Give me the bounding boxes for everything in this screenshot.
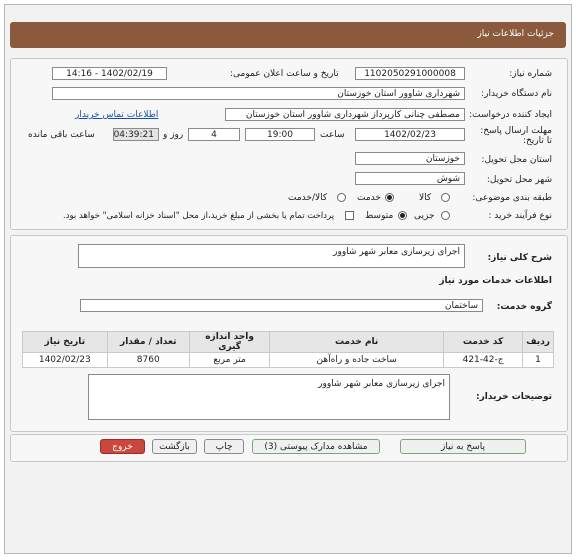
treasury-payment-note: پرداخت تمام یا بخشی از مبلغ خرید،از محل "اسناد خزانه اسلامی" خواهد بود. bbox=[63, 211, 335, 221]
col-date-header: تاریخ نیاز bbox=[23, 332, 108, 353]
buyer-org-label: نام دستگاه خریدار: bbox=[481, 89, 552, 99]
exit-button[interactable]: خروج bbox=[100, 439, 145, 454]
province-field: خوزستان bbox=[355, 152, 465, 165]
cell-date: 1402/02/23 bbox=[23, 353, 108, 368]
buyer-org-field: شهرداری شاوور استان خوزستان bbox=[52, 87, 465, 100]
purchase-medium-radio[interactable] bbox=[398, 211, 407, 220]
cell-qty: 8760 bbox=[107, 353, 189, 368]
contact-info-link[interactable]: اطلاعات تماس خریدار bbox=[75, 110, 159, 120]
need-number-field: 1102050291000008 bbox=[355, 67, 465, 80]
category-both-radio[interactable] bbox=[337, 193, 346, 202]
category-service-label: خدمت bbox=[357, 193, 381, 203]
services-title: اطلاعات خدمات مورد نیاز bbox=[439, 276, 552, 286]
col-code-header: کد خدمت bbox=[444, 332, 523, 353]
buyer-notes-field: اجرای زیرسازی معابر شهر شاوور bbox=[88, 374, 450, 420]
days-label: روز و bbox=[163, 130, 184, 140]
creator-label: ایجاد کننده درخواست: bbox=[469, 110, 552, 120]
table-row bbox=[23, 353, 554, 368]
col-name-header: نام خدمت bbox=[270, 332, 444, 353]
category-goods-radio[interactable] bbox=[441, 193, 450, 202]
print-button[interactable]: چاپ bbox=[204, 439, 244, 454]
summary-field: اجرای زیرسازی معابر شهر شاوور bbox=[78, 244, 465, 268]
announce-label: تاریخ و ساعت اعلان عمومی: bbox=[230, 69, 339, 79]
cell-name: ساخت جاده و راه‌آهن bbox=[270, 353, 444, 368]
hour-label: ساعت bbox=[320, 130, 345, 140]
deadline-hour-field: 19:00 bbox=[245, 128, 315, 141]
buyer-notes-label: توضیحات خریدار: bbox=[476, 392, 552, 402]
attachments-button[interactable]: مشاهده مدارک پیوستی (3) bbox=[252, 439, 380, 454]
category-service-radio[interactable] bbox=[385, 193, 394, 202]
back-button[interactable]: بازگشت bbox=[152, 439, 197, 454]
summary-label: شرح کلی نیاز: bbox=[487, 253, 552, 263]
col-qty-header: تعداد / مقدار bbox=[107, 332, 189, 353]
cell-code: ج-42-421 bbox=[444, 353, 523, 368]
deadline-label: مهلت ارسال پاسخ: تا تاریخ: bbox=[480, 126, 552, 146]
days-field: 4 bbox=[188, 128, 240, 141]
purchase-minor-label: جزیی bbox=[414, 211, 435, 221]
page-title: جزئیات اطلاعات نیاز bbox=[477, 29, 554, 39]
header-bar bbox=[10, 22, 566, 48]
remaining-label: ساعت باقی مانده bbox=[28, 130, 95, 140]
cell-unit: متر مربع bbox=[189, 353, 269, 368]
purchase-medium-label: متوسط bbox=[365, 211, 394, 221]
service-group-field: ساختمان bbox=[80, 299, 483, 312]
purchase-minor-radio[interactable] bbox=[441, 211, 450, 220]
city-field: شوش bbox=[355, 172, 465, 185]
purchase-type-label: نوع فرآیند خرید : bbox=[488, 211, 552, 221]
province-label: استان محل تحویل: bbox=[481, 155, 552, 165]
col-unit-header: واحد اندازه گیری bbox=[189, 332, 269, 353]
need-number-label: شماره نیاز: bbox=[509, 69, 552, 79]
reply-button[interactable]: پاسخ به نیاز bbox=[400, 439, 526, 454]
table-header-row bbox=[23, 332, 554, 353]
category-label: طبقه بندی موضوعی: bbox=[472, 193, 552, 203]
cell-row: 1 bbox=[523, 353, 554, 368]
service-group-label: گروه خدمت: bbox=[496, 302, 552, 312]
city-label: شهر محل تحویل: bbox=[486, 175, 552, 185]
services-table bbox=[22, 331, 554, 368]
col-row-header: ردیف bbox=[523, 332, 554, 353]
deadline-date-field: 1402/02/23 bbox=[355, 128, 465, 141]
category-both-label: کالا/خدمت bbox=[288, 193, 328, 203]
category-goods-label: کالا bbox=[419, 193, 432, 203]
announce-field: 1402/02/19 - 14:16 bbox=[52, 67, 167, 80]
remaining-time-field: 04:39:21 bbox=[113, 128, 159, 141]
creator-field: مصطفی چنانی کارپرداز شهرداری شاوور استان خوزستان bbox=[225, 108, 465, 121]
treasury-payment-checkbox[interactable] bbox=[345, 211, 354, 220]
